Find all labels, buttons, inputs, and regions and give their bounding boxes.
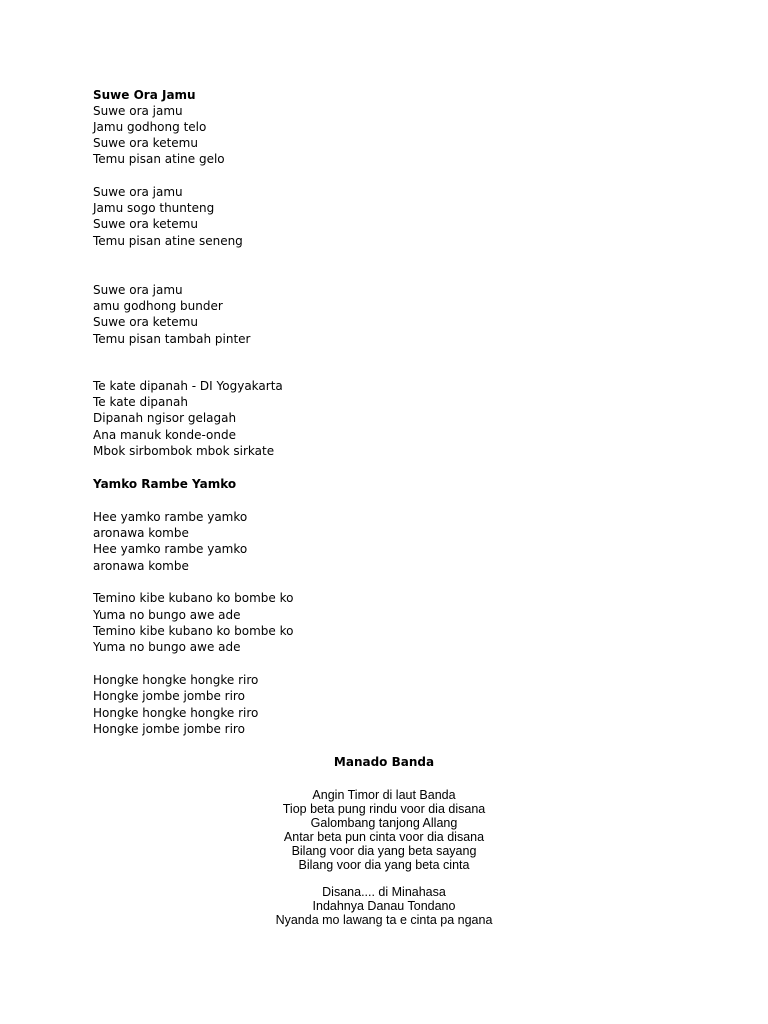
lyric-line: Galombang tanjong Allang (310, 816, 458, 830)
lyric-line: Suwe ora jamu (93, 185, 183, 199)
lyric-line: Temino kibe kubano ko bombe ko (93, 624, 294, 638)
lyric-line: Tiop beta pung rindu voor dia disana (282, 802, 486, 816)
lyric-line: Indahnya Danau Tondano (312, 899, 456, 913)
lyric-line: Antar beta pun cinta voor dia disana (283, 830, 485, 844)
centered-verse (0, 788, 768, 872)
lyric-line: Mbok sirbombok mbok sirkate (93, 444, 275, 458)
lyric-line: Hongke jombe jombe riro (93, 689, 245, 703)
lyric-line: Jamu godhong telo (93, 120, 207, 134)
lyric-line: Disana.... di Minahasa (322, 885, 446, 899)
lyric-line: Temu pisan atine gelo (93, 152, 225, 166)
song-title: Yamko Rambe Yamko (93, 477, 237, 491)
centered-verse (0, 885, 768, 927)
lyric-line: Suwe ora ketemu (93, 136, 198, 150)
song-title: Manado Banda (333, 755, 435, 769)
lyric-line: Suwe ora jamu (93, 283, 183, 297)
lyric-line: Te kate dipanah (93, 395, 188, 409)
lyric-line: Suwe ora ketemu (93, 315, 198, 329)
lyric-line: Temu pisan atine seneng (93, 234, 243, 248)
lyric-line: Yuma no bungo awe ade (93, 640, 241, 654)
lyric-line: Ana manuk konde-onde (93, 428, 236, 442)
song-title: Suwe Ora Jamu (93, 88, 196, 102)
lyric-line: Hee yamko rambe yamko (93, 542, 248, 556)
lyric-line: Hee yamko rambe yamko (93, 510, 248, 524)
lyric-line: Hongke hongke hongke riro (93, 673, 259, 687)
lyric-line: Bilang voor dia yang beta sayang (291, 844, 477, 858)
lyric-line: Hongke hongke hongke riro (93, 706, 259, 720)
lyric-line: Hongke jombe jombe riro (93, 722, 245, 736)
lyric-line: Dipanah ngisor gelagah (93, 411, 237, 425)
lyric-line: Bilang voor dia yang beta cinta (298, 858, 470, 872)
lyric-line: Temino kibe kubano ko bombe ko (93, 591, 294, 605)
lyric-line: Suwe ora jamu (93, 104, 183, 118)
lyric-line: aronawa kombe (93, 559, 189, 573)
lyric-line: Temu pisan tambah pinter (93, 332, 251, 346)
song-title: Te kate dipanah - DI Yogyakarta (93, 379, 283, 393)
lyric-line: Nyanda mo lawang ta e cinta pa ngana (275, 913, 493, 927)
lyric-line: aronawa kombe (93, 526, 189, 540)
lyric-line: Suwe ora ketemu (93, 217, 198, 231)
lyric-line: Jamu sogo thunteng (93, 201, 215, 215)
lyric-line: amu godhong bunder (93, 299, 223, 313)
lyric-line: Yuma no bungo awe ade (93, 608, 241, 622)
lyric-line: Angin Timor di laut Banda (312, 788, 456, 802)
